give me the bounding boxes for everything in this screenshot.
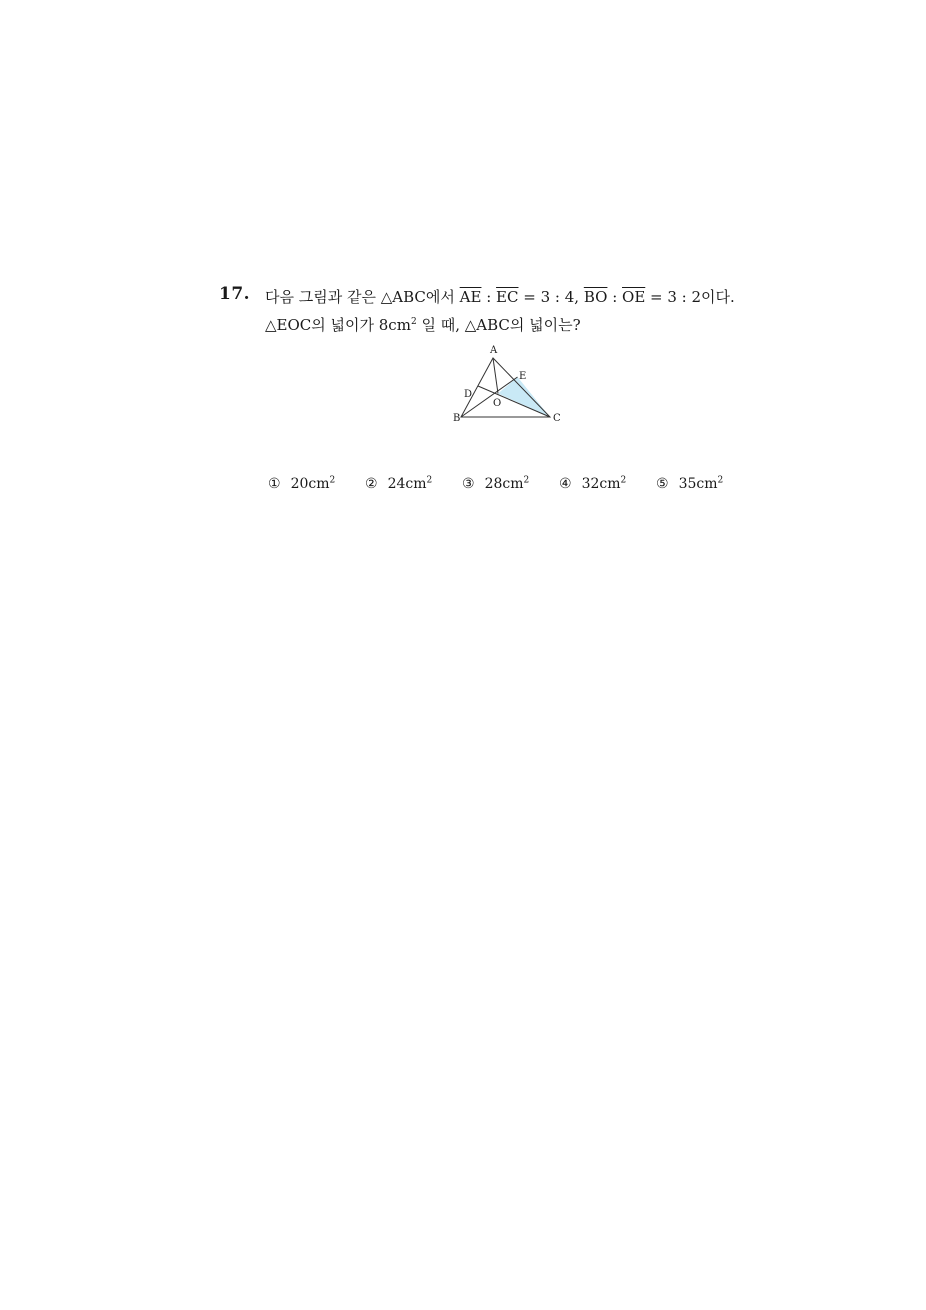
choice-value: 24cm xyxy=(387,476,427,492)
choice-marker: ② xyxy=(365,476,378,492)
question-line-2 xyxy=(265,314,581,335)
choice-marker: ④ xyxy=(559,476,572,492)
choice-5[interactable] xyxy=(656,476,723,492)
ratio-colon-2: : xyxy=(607,288,623,306)
segment-oe: $\overline{OE}$ xyxy=(622,288,646,306)
choice-exponent: 2 xyxy=(620,475,627,486)
choice-exponent: 2 xyxy=(717,475,724,486)
question-line-1 xyxy=(265,286,735,307)
choice-value: 28cm xyxy=(484,476,524,492)
choice-marker: ① xyxy=(268,476,281,492)
choice-3[interactable] xyxy=(462,476,529,492)
question-text-ask: 일 때, △ABC의 넓이는? xyxy=(416,316,581,334)
choice-value: 35cm xyxy=(678,476,718,492)
choice-4[interactable] xyxy=(559,476,626,492)
label-d: D xyxy=(464,389,473,400)
choice-marker: ⑤ xyxy=(656,476,669,492)
choice-2[interactable] xyxy=(365,476,432,492)
segment-bo: $\overline{BO}$ xyxy=(583,288,608,306)
shaded-triangle-eoc xyxy=(498,377,550,417)
segment-a-o xyxy=(493,358,498,394)
question-text-area: △EOC의 넓이가 8cm xyxy=(265,316,411,334)
triangle-figure xyxy=(446,340,576,432)
ratio-value-1: = 3 : 4, xyxy=(518,288,584,306)
choice-value: 20cm xyxy=(290,476,330,492)
choice-exponent: 2 xyxy=(329,475,336,486)
label-e: E xyxy=(519,371,527,382)
answer-choices xyxy=(268,476,738,498)
label-o: O xyxy=(493,398,502,409)
choice-marker: ③ xyxy=(462,476,475,492)
label-a: A xyxy=(490,345,498,356)
question-text-prefix: 다음 그림과 같은 △ABC에서 xyxy=(265,288,455,306)
choice-1[interactable] xyxy=(268,476,335,492)
choice-value: 32cm xyxy=(581,476,621,492)
question-number: 17. xyxy=(219,284,251,304)
choice-exponent: 2 xyxy=(523,475,530,486)
segment-ec: $\overline{EC}$ xyxy=(496,288,519,306)
area-exponent: 2 xyxy=(410,317,417,327)
label-b: B xyxy=(453,413,461,424)
ratio-value-2: = 3 : 2이다. xyxy=(645,288,735,306)
choice-exponent: 2 xyxy=(426,475,433,486)
segment-ae: $\overline{AE}$ xyxy=(459,288,482,306)
ratio-colon-1: : xyxy=(481,288,497,306)
label-c: C xyxy=(553,413,561,424)
